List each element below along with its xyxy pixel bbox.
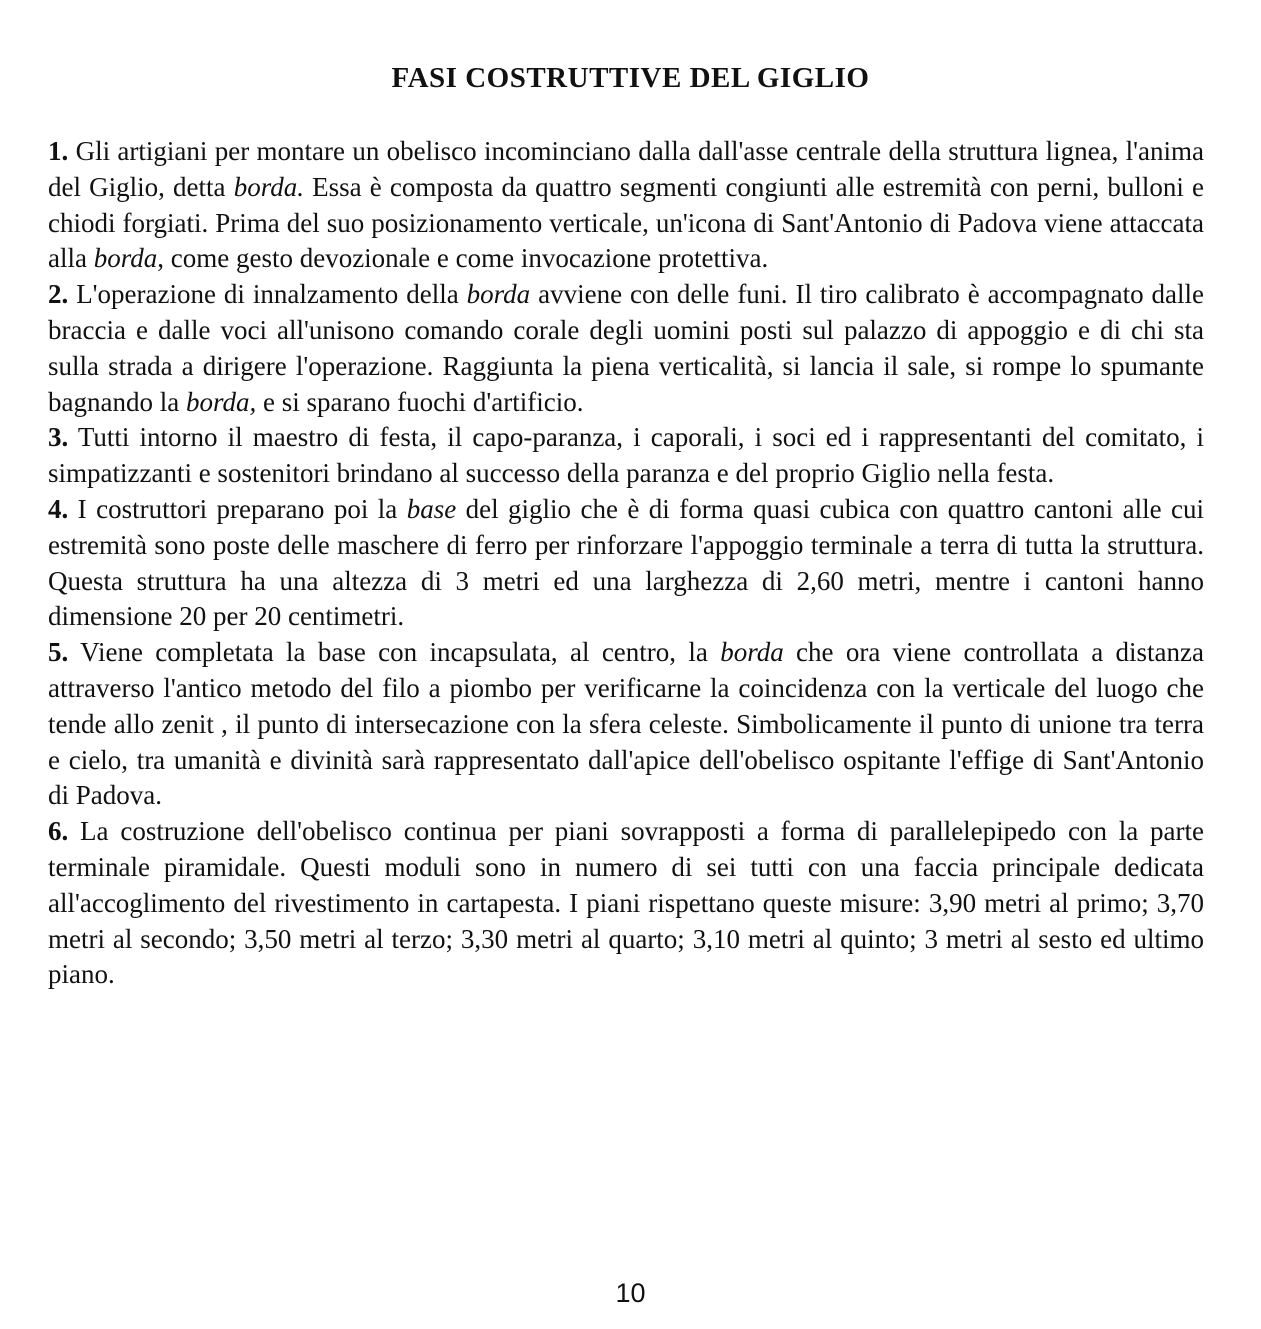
text-segment: del giglio che è di forma quasi cubica con quattro cantoni alle cui estremità sono poste delle maschere di ferro per rinforzare l'appoggio terminale a terra di tutta la struttura. Questa struttura ha una altezza di 3 metri ed una larghezza di 2,60 metri, mentre i cantoni hanno dimensione 20 per 20 centimetri. [48, 493, 1204, 632]
paragraph-6 [48, 814, 1204, 993]
text-segment: Tutti intorno il maestro di festa, il capo-paranza, i caporali, i soci ed i rappresentanti del comitato, i simpatizzanti e sostenitori brindano al successo della paranza e del proprio Giglio nella festa. [48, 422, 1204, 489]
paragraph-number: 6. [48, 816, 69, 847]
text-segment-italic: borda. [233, 171, 304, 202]
paragraph-1 [48, 134, 1204, 277]
text-segment: Viene completata la base con incapsulata, al centro, la [68, 637, 721, 668]
text-segment: e si sparano fuochi d'artificio. [256, 386, 584, 417]
text-segment: Essa è composta da quattro segmenti congiunti alle estremità con perni, bulloni e chiodi forgiati. Prima del suo posizionamento verticale, un'icona di Sant'Antonio di Padova viene attaccata alla [48, 171, 1204, 274]
page-title: FASI COSTRUTTIVE DEL GIGLIO [391, 62, 870, 94]
text-segment-italic: borda [93, 243, 158, 274]
paragraph-number: 4. [48, 493, 69, 524]
paragraph-number: 1. [48, 136, 69, 166]
text-segment-italic: base [406, 493, 457, 524]
text-segment: I costruttori preparano poi la [68, 493, 407, 524]
text-segment-italic: borda [720, 637, 784, 668]
paragraph-number: 2. [48, 279, 69, 310]
body-text [48, 134, 1204, 993]
text-segment-italic: borda, [185, 386, 257, 417]
paragraph-number: 3. [48, 422, 69, 453]
paragraph-3 [48, 420, 1204, 492]
text-segment: avviene con delle funi. Il tiro calibrato è accompagnato dalle braccia e dalle voci all'unisono comando corale degli uomini posti sul palazzo di appoggio e di chi sta sulla strada a dirigere l'operazione. Raggiunta la piena verticalità, si lancia il sale, si rompe lo spumante bagnando la [48, 279, 1204, 417]
text-segment: che ora viene controllata a distanza attraverso l'antico metodo del filo a piombo per verificarne la coincidenza con la verticale del luogo che tende allo zenit , il punto di intersecazione con la sfera celeste. Simbolicamente il punto di unione tra terra e cielo, tra umanità e divinità sarà rappresentato dall'apice dell'obelisco ospitante l'effige di Sant'Antonio di Padova. [48, 637, 1204, 811]
paragraph-number: 5. [48, 637, 69, 668]
paragraph-5 [48, 635, 1204, 814]
page-number: 10 [615, 1278, 646, 1308]
text-segment-italic: borda [466, 279, 531, 310]
paragraph-4 [48, 492, 1204, 635]
text-segment: , come gesto devozionale e come invocazione protettiva. [157, 243, 769, 274]
paragraph-2 [48, 277, 1204, 420]
text-segment: L'operazione di innalzamento della [68, 279, 467, 310]
text-segment: La costruzione dell'obelisco continua per piani sovrapposti a forma di parallelepipedo con la parte terminale piramidale. Questi moduli sono in numero di sei tutti con una faccia principale dedicata all'accoglimento del rivestimento in cartapesta. I piani rispettano queste misure: 3,90 metri al primo; 3,70 metri al secondo; 3,50 metri al terzo; 3,30 metri al quarto; 3,10 metri al quinto; 3 metri al sesto ed ultimo piano. [48, 816, 1204, 990]
text-segment: Gli artigiani per montare un obelisco incominciano dalla dall'asse centrale della struttura lignea, l'anima del Giglio, detta [48, 136, 1204, 202]
